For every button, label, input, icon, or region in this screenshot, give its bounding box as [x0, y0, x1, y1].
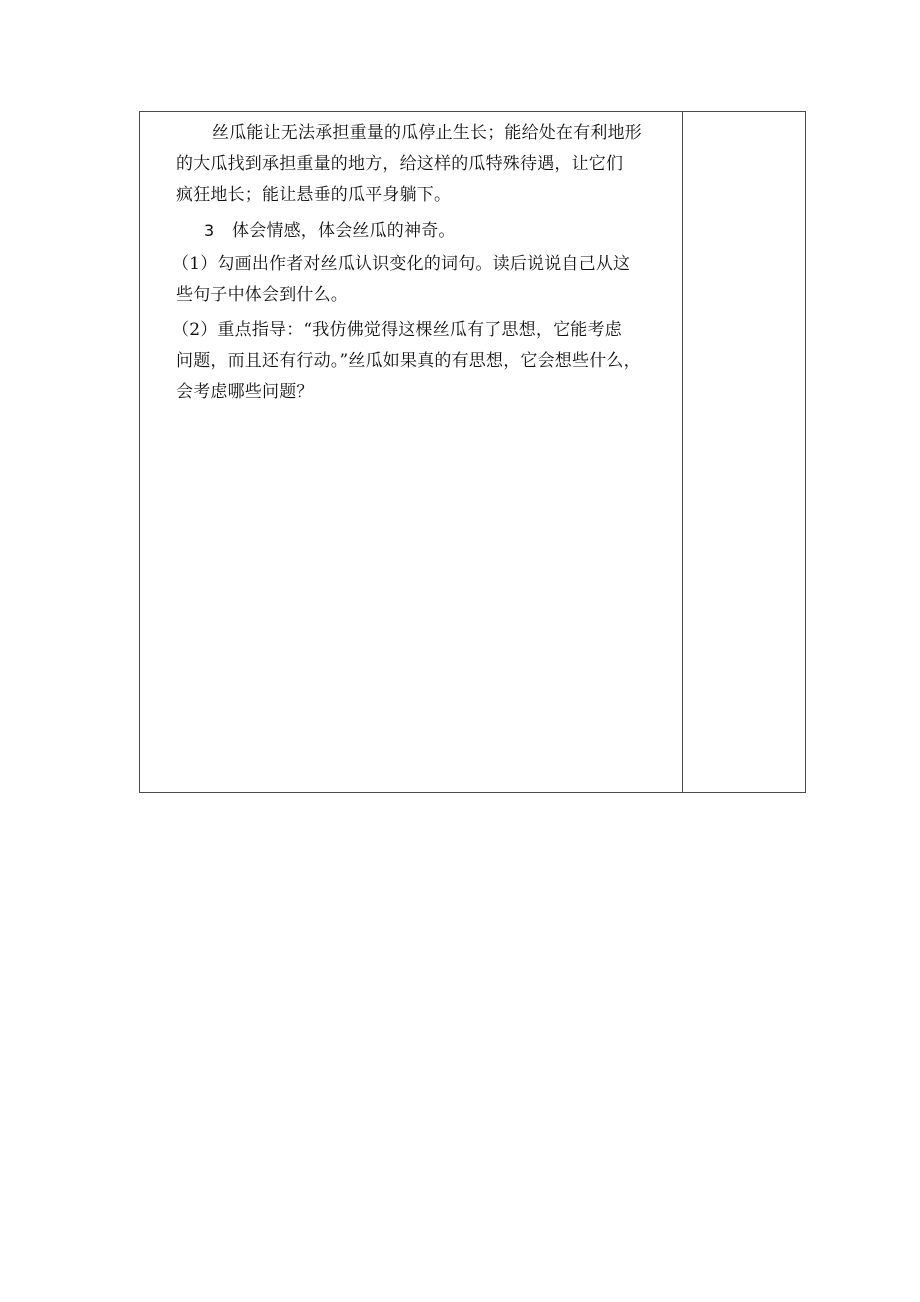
paragraph-line: 丝瓜能让无法承担重量的瓜停止生长；能给处在有利地形: [212, 123, 642, 143]
list-item-1: [172, 249, 674, 311]
list-item-2: [172, 315, 674, 408]
side-notes-cell: [683, 112, 805, 792]
step-text: 体会情感，体会丝瓜的神奇。: [232, 221, 456, 241]
step-heading: [176, 215, 674, 247]
list-item-line: 些句子中体会到什么。: [176, 285, 348, 305]
paragraph-line: 的大瓜找到承担重量的地方，给这样的瓜特殊待遇，让它们: [176, 154, 624, 174]
list-item-line: （2）重点指导：“我仿佛觉得这棵丝瓜有了思想，它能考虑: [172, 320, 622, 340]
main-content-cell: [140, 112, 682, 792]
paragraph-summary: [176, 118, 674, 211]
list-item-line: 会考虑哪些问题？: [176, 382, 314, 402]
lesson-table: [139, 111, 806, 793]
list-item-line: （1）勾画出作者对丝瓜认识变化的词句。读后说说自己从这: [172, 254, 631, 274]
list-item-line: 问题，而且还有行动。”丝瓜如果真的有思想，它会想些什么，: [176, 351, 641, 371]
paragraph-line: 疯狂地长；能让悬垂的瓜平身躺下。: [176, 185, 452, 205]
step-number: 3: [204, 221, 215, 240]
